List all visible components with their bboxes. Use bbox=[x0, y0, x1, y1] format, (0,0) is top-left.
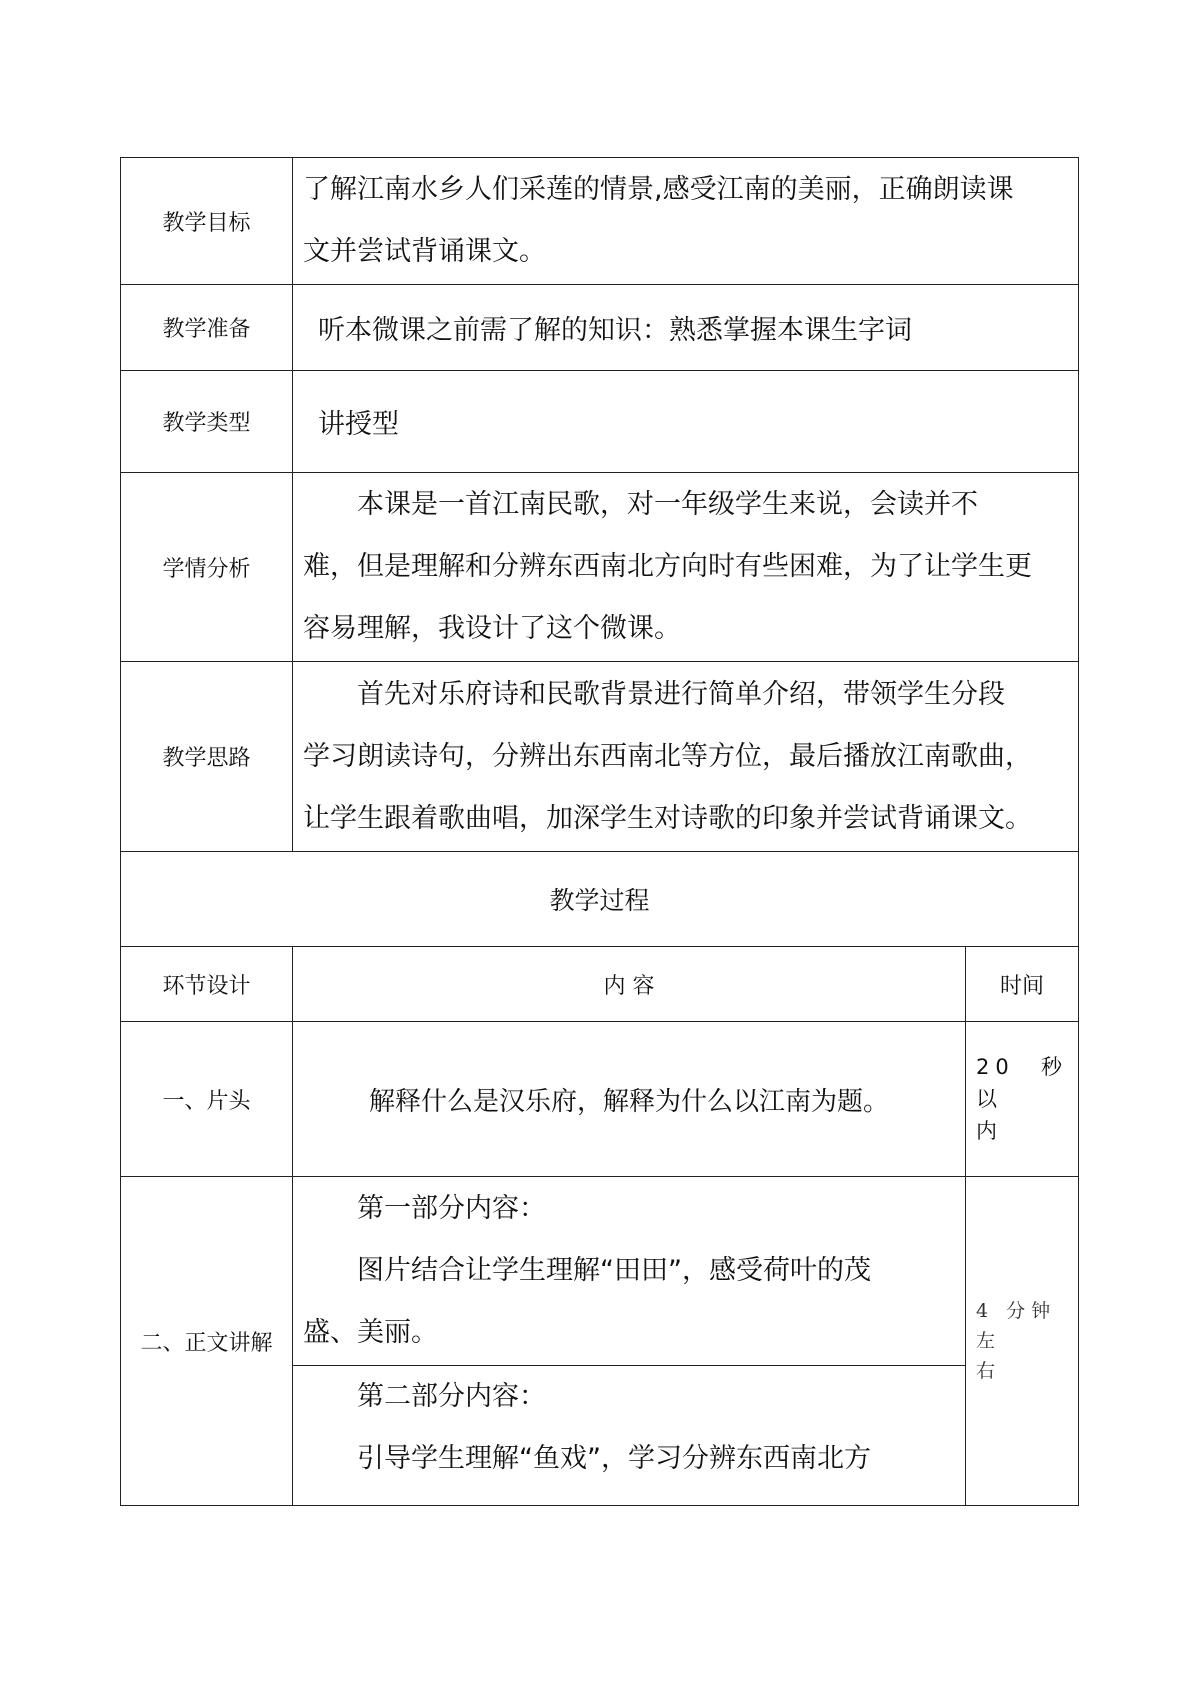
approach-text bbox=[293, 662, 1079, 852]
analysis-line-1: 本课是一首江南民歌，对一年级学生来说，会读并不 bbox=[357, 489, 978, 520]
row-process-title bbox=[121, 852, 1079, 947]
preparation-label: 教学准备 bbox=[121, 285, 293, 371]
stage2-label: 二、正文讲解 bbox=[121, 1177, 293, 1506]
part2-line-1: 引导学生理解“鱼戏”，学习分辨东西南北方 bbox=[357, 1443, 871, 1474]
objective-line-2: 文并尝试背诵课文。 bbox=[303, 236, 546, 267]
approach-line-1: 首先对乐府诗和民歌背景进行简单介绍，带领学生分段 bbox=[357, 678, 1005, 710]
approach-label: 教学思路 bbox=[121, 662, 293, 852]
row-approach bbox=[121, 662, 1079, 852]
analysis-line-3: 容易理解，我设计了这个微课。 bbox=[303, 613, 681, 644]
part1-line-2: 盛、美丽。 bbox=[303, 1317, 438, 1348]
header-content: 内 容 bbox=[293, 947, 966, 1022]
part1-line-1: 图片结合让学生理解“田田”，感受荷叶的茂 bbox=[357, 1255, 871, 1286]
row-stage-2a bbox=[121, 1177, 1079, 1366]
analysis-label: 学情分析 bbox=[121, 473, 293, 662]
stage1-time-line-2: 内 bbox=[976, 1119, 1003, 1143]
preparation-text: 听本微课之前需了解的知识：熟悉掌握本课生字词 bbox=[293, 285, 1079, 371]
stage2-time bbox=[966, 1177, 1079, 1506]
stage1-label: 一、片头 bbox=[121, 1022, 293, 1177]
stage1-time bbox=[966, 1022, 1079, 1177]
row-process-headers bbox=[121, 947, 1079, 1022]
process-title: 教学过程 bbox=[121, 852, 1079, 947]
header-time: 时间 bbox=[966, 947, 1079, 1022]
approach-line-2: 学习朗读诗句，分辨出东西南北等方位，最后播放江南歌曲， bbox=[303, 740, 1032, 772]
stage1-content: 解释什么是汉乐府，解释为什么以江南为题。 bbox=[293, 1022, 966, 1177]
stage1-time-line-1: 20 秒以 bbox=[976, 1055, 1068, 1111]
objective-line-1: 了解江南水乡人们采莲的情景,感受江南的美丽，正确朗读课 bbox=[303, 174, 1014, 205]
objective-text bbox=[293, 158, 1079, 285]
analysis-line-2: 难，但是理解和分辨东西南北方向时有些困难，为了让学生更 bbox=[303, 551, 1032, 582]
row-analysis bbox=[121, 473, 1079, 662]
stage2-part2 bbox=[293, 1366, 966, 1506]
objective-label: 教学目标 bbox=[121, 158, 293, 285]
type-label: 教学类型 bbox=[121, 371, 293, 473]
lesson-plan-table bbox=[120, 157, 1079, 1506]
row-type bbox=[121, 371, 1079, 473]
approach-line-3: 让学生跟着歌曲唱，加深学生对诗歌的印象并尝试背诵课文。 bbox=[303, 802, 1032, 834]
type-text: 讲授型 bbox=[293, 371, 1079, 473]
analysis-text bbox=[293, 473, 1079, 662]
stage2-time-line-1: 4 分钟左 bbox=[976, 1300, 1057, 1352]
row-preparation bbox=[121, 285, 1079, 371]
row-stage-1 bbox=[121, 1022, 1079, 1177]
part2-title: 第二部分内容： bbox=[357, 1381, 546, 1412]
stage2-part1 bbox=[293, 1177, 966, 1366]
stage2-time-line-2: 右 bbox=[976, 1360, 1002, 1382]
header-stage: 环节设计 bbox=[121, 947, 293, 1022]
row-objective bbox=[121, 158, 1079, 285]
lesson-plan-page bbox=[120, 157, 1078, 1506]
part1-title: 第一部分内容： bbox=[357, 1193, 546, 1224]
